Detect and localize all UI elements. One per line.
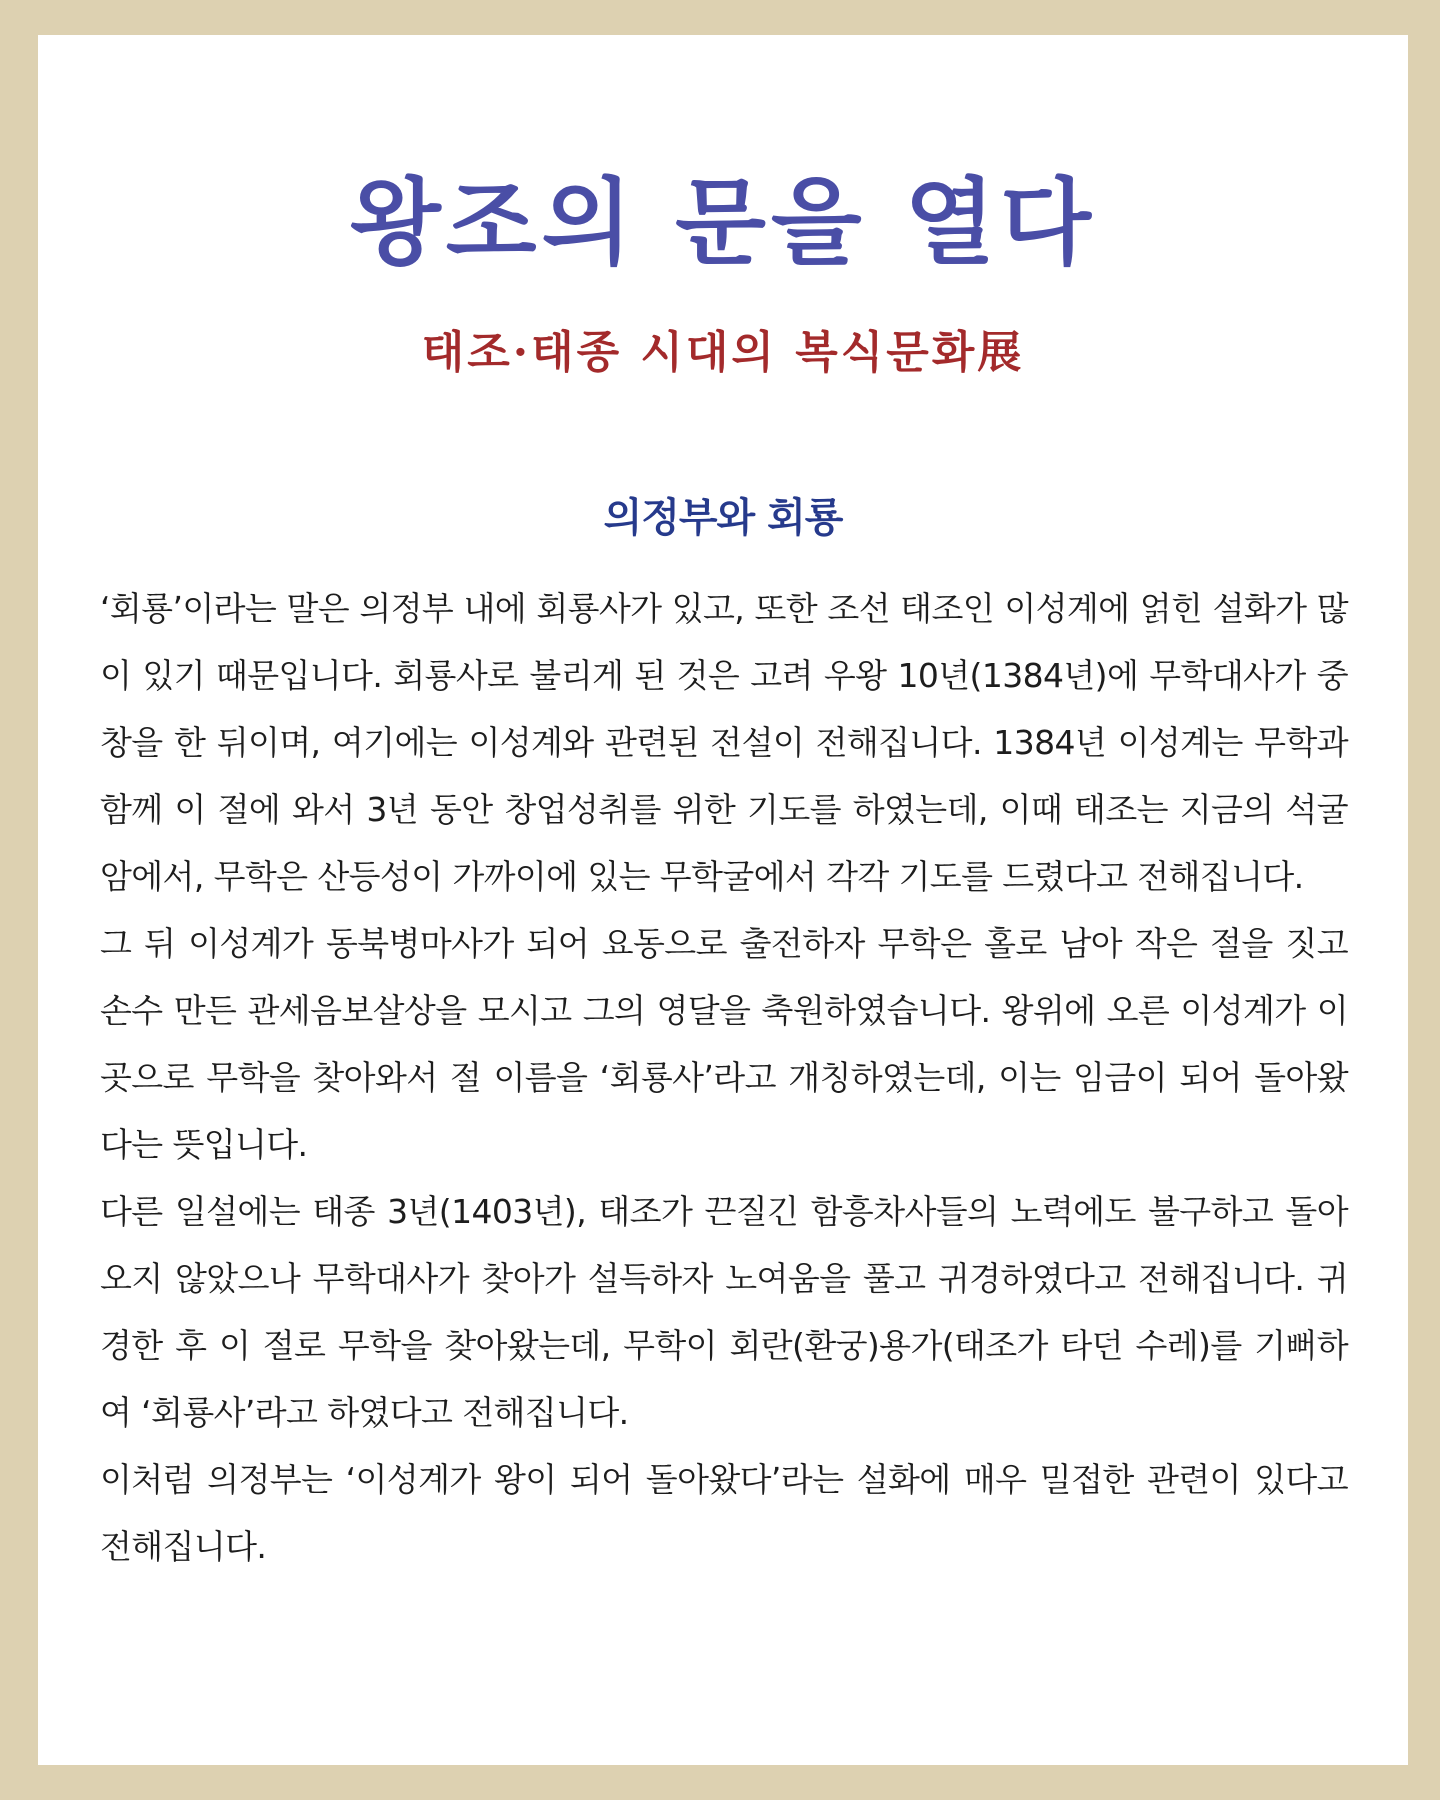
page-subtitle: 태조·태종 시대의 복식문화展 <box>421 327 1025 378</box>
paragraph: 다른 일설에는 태종 3년(1403년), 태조가 끈질긴 함흥차사들의 노력에도 불구하고 돌아오지 않았으나 무학대사가 찾아가 설득하자 노여움을 풀고 귀경하였다고 전해집니다. 귀경한 후 이 절로 무학을 찾아왔는데, 무학이 회란(환궁)용가(태조가 타던 수레)를 기뻐하여 ‘회룡사’라고 하였다고 전해집니다. <box>100 1192 1348 1432</box>
page-title: 왕조의 문을 열다 <box>349 168 1097 278</box>
paragraph: 이처럼 의정부는 ‘이성계가 왕이 되어 돌아왔다’라는 설화에 매우 밀접한 관련이 있다고 전해집니다. <box>100 1460 1348 1566</box>
paragraph: 그 뒤 이성계가 동북병마사가 되어 요동으로 출전하자 무학은 홀로 남아 작은 절을 짓고 손수 만든 관세음보살상을 모시고 그의 영달을 축원하였습니다. 왕위에 오른 이성계가 이곳으로 무학을 찾아와서 절 이름을 ‘회룡사’라고 개칭하였는데, 이는 임금이 되어 돌아왔다는 뜻입니다. <box>100 924 1348 1164</box>
content-panel <box>38 35 1408 1765</box>
body-text <box>100 575 1348 1580</box>
section-heading: 의정부와 회룡 <box>603 495 843 541</box>
paragraph: ‘회룡’이라는 말은 의정부 내에 회룡사가 있고, 또한 조선 태조인 이성계에 얽힌 설화가 많이 있기 때문입니다. 회룡사로 불리게 된 것은 고려 우왕 10년(1384년)에 무학대사가 중창을 한 뒤이며, 여기에는 이성계와 관련된 전설이 전해집니다. 1384년 이성계는 무학과 함께 이 절에 와서 3년 동안 창업성취를 위한 기도를 하였는데, 이때 태조는 지금의 석굴암에서, 무학은 산등성이 가까이에 있는 무학굴에서 각각 기도를 드렸다고 전해집니다. <box>100 589 1348 896</box>
